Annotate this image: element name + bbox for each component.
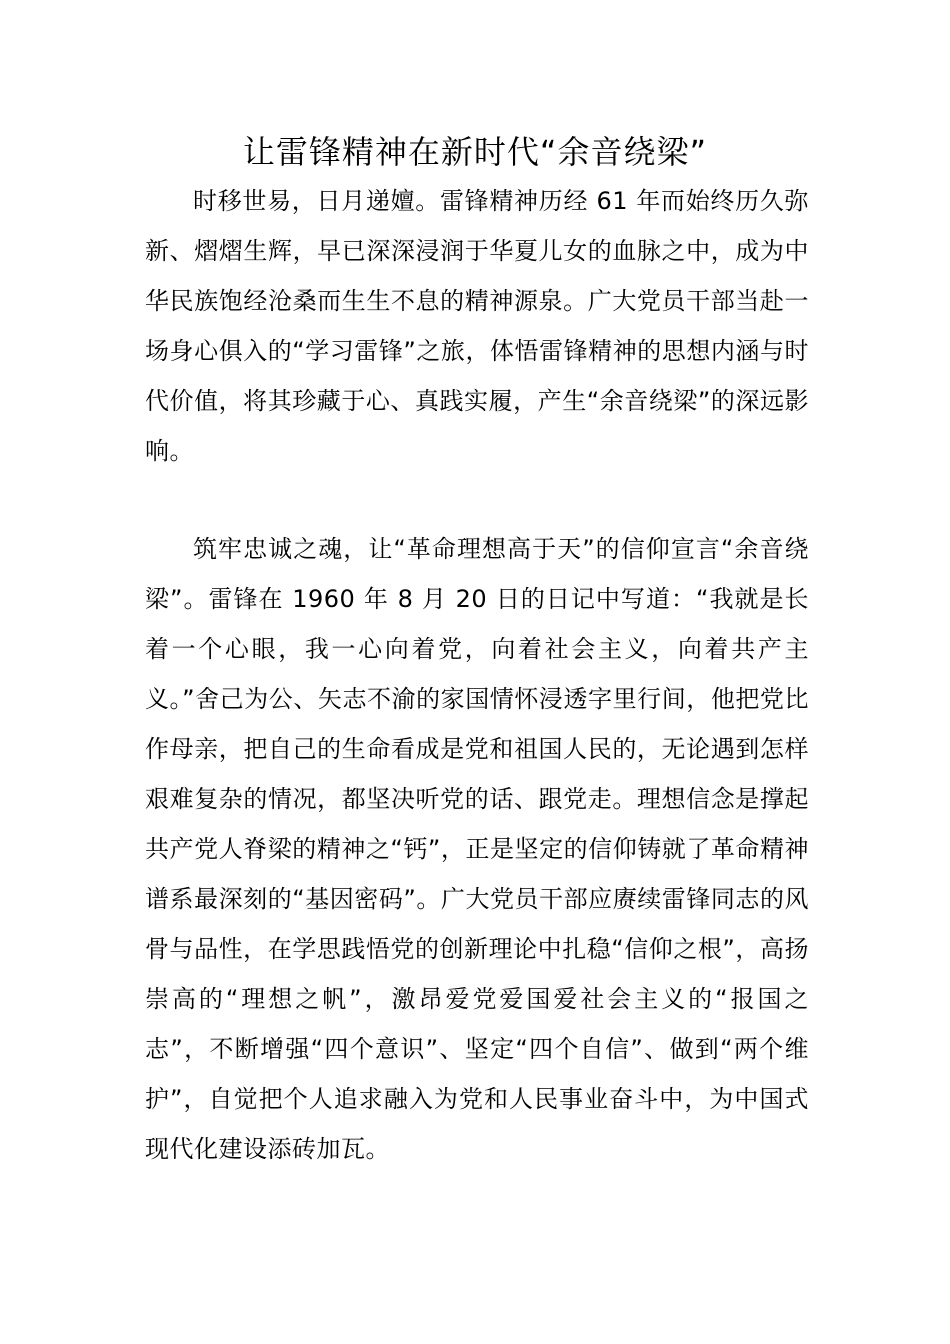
document-title: 让雷锋精神在新时代“余音绕梁”: [242, 133, 708, 171]
paragraph-loyalty: 筑牢忠诚之魂，让“革命理想高于天”的信仰宣言“余音绕梁”。雷锋在 1960 年 8 月 20 日的日记中写道：“我就是长着一个心眼，我一心向着党，向着社会主义，向着共产主义。”舍己为公、矢志不渝的家国情怀浸透字里行间，他把党比作母亲，把自己的生命看成是党和祖国人民的，无论遇到怎样艰难复杂的情况，都坚决听党的话、跟党走。理想信念是撑起共产党人脊梁的精神之“钙”，正是坚定的信仰铸就了革命精神谱系最深刻的“基因密码”。广大党员干部应赓续雷锋同志的风骨与品性，在学思践悟党的创新理论中扎稳“信仰之根”，高扬崇高的“理想之帆”，激昂爱党爱国爱社会主义的“报国之志”，不断增强“四个意识”、坚定“四个自信”、做到“两个维护”，自觉把个人追求融入为党和人民事业奋斗中，为中国式现代化建设添砖加瓦。: [145, 535, 809, 1163]
paragraph-intro: 时移世易，日月递嬗。雷锋精神历经 61 年而始终历久弥新、熠熠生辉，早已深深浸润于华夏儿女的血脉之中，成为中华民族饱经沧桑而生生不息的精神源泉。广大党员干部当赴一场身心俱入的“学习雷锋”之旅，体悟雷锋精神的思想内涵与时代价值，将其珍藏于心、真践实履，产生“余音绕梁”的深远影响。: [145, 187, 809, 465]
